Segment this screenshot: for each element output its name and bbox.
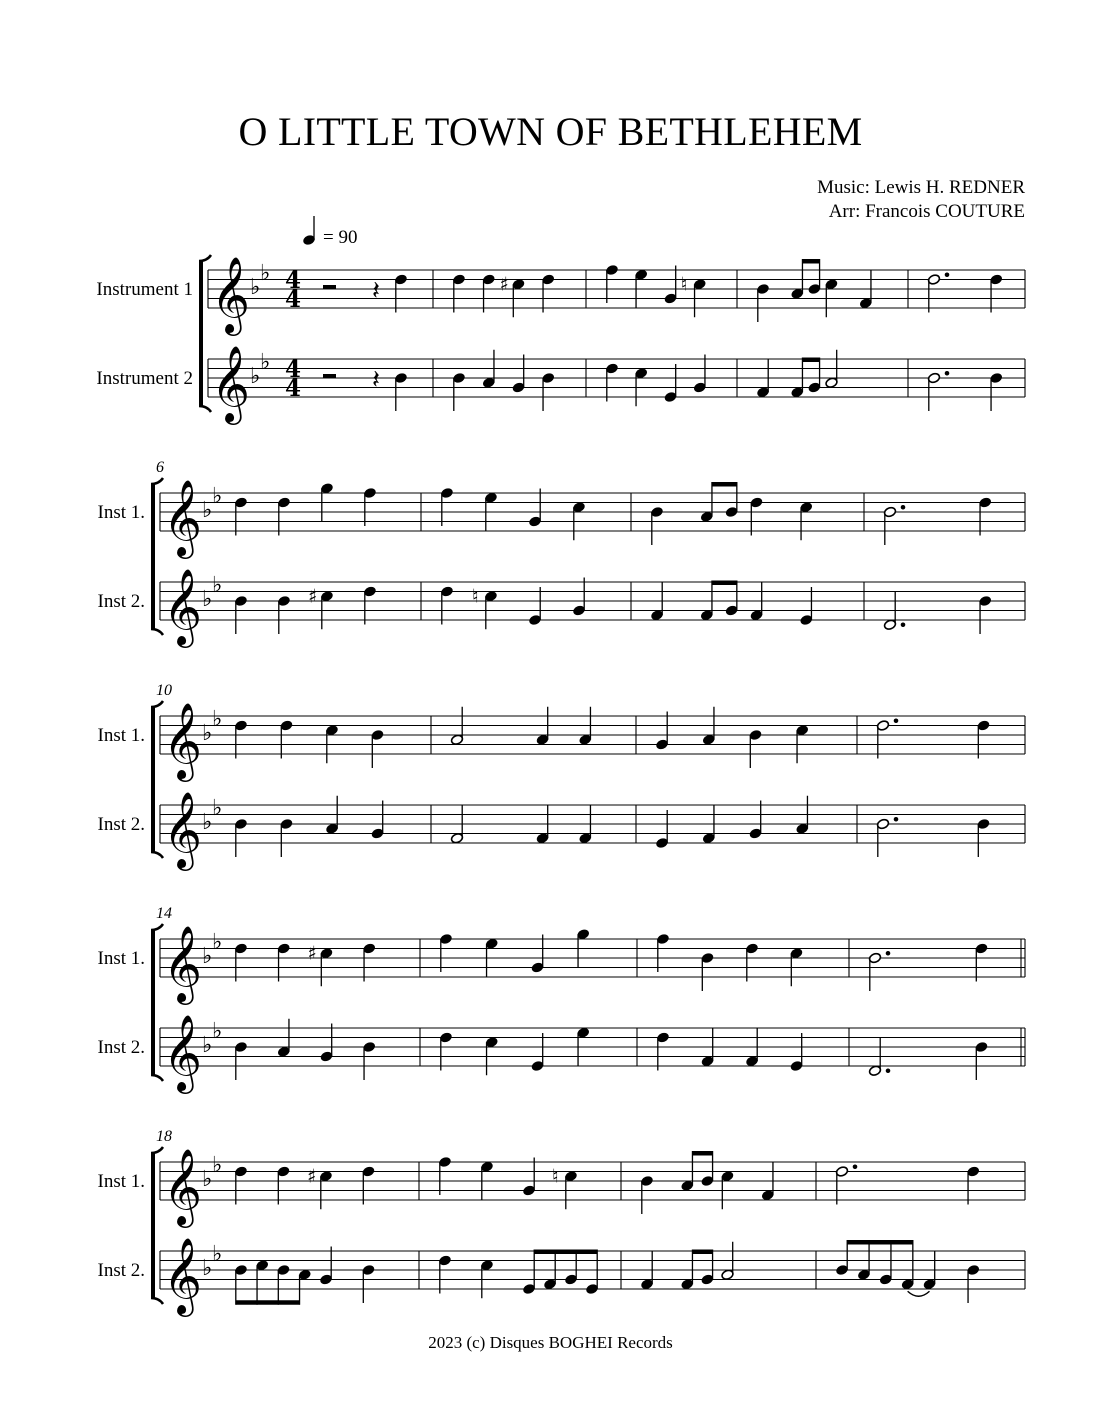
bracket-hook [151, 1147, 163, 1153]
key-flat-icon: ♭ [202, 587, 213, 612]
bracket-hook [151, 852, 163, 858]
treble-clef-icon: 𝄞 [163, 568, 203, 645]
treble-clef-icon: 𝄞 [163, 925, 203, 1002]
arranger-credit: Arr: Francois COUTURE [828, 201, 1025, 222]
copyright-footer: 2023 (c) Disques BOGHEI Records [428, 1333, 673, 1352]
key-flat-icon: ♭ [202, 810, 213, 835]
time-sig-numerator: 4 [285, 267, 302, 294]
augmentation-dot [886, 1068, 891, 1073]
system-bracket [151, 1153, 155, 1298]
bracket-hook [151, 629, 163, 635]
composer-credit: Music: Lewis H. REDNER [817, 177, 1025, 198]
sharp-icon: ♯ [307, 1165, 317, 1188]
key-flat-icon: ♭ [212, 483, 223, 509]
sharp-icon: ♯ [307, 942, 317, 965]
beam [802, 259, 819, 264]
treble-clef-icon: 𝄞 [163, 1148, 203, 1225]
key-flat-icon: ♭ [250, 275, 261, 300]
instrument-1-label: Inst 1. [97, 1171, 145, 1192]
bracket-hook [151, 1075, 163, 1081]
bracket-hook [199, 255, 211, 261]
key-flat-icon: ♭ [212, 706, 223, 732]
tempo-marking: = 90 [323, 227, 358, 248]
key-flat-icon: ♭ [202, 1167, 213, 1192]
tie [908, 1291, 930, 1296]
sharp-icon: ♯ [308, 585, 318, 608]
beam [802, 358, 819, 363]
instrument-1-label: Inst 1. [97, 725, 145, 746]
beam [692, 1250, 712, 1255]
augmentation-dot [886, 951, 891, 956]
key-flat-icon: ♭ [202, 498, 213, 523]
half-rest-icon [323, 374, 336, 379]
sharp-icon: ♯ [499, 273, 509, 296]
key-flat-icon: ♭ [260, 260, 271, 286]
quarter-rest-icon: 𝄽 [372, 365, 380, 395]
system-bracket [151, 484, 155, 629]
natural-icon: ♮ [552, 1165, 559, 1188]
beam [712, 581, 737, 586]
key-flat-icon: ♭ [260, 349, 271, 375]
instrument-2-label: Inst 2. [97, 1260, 145, 1281]
instrument-2-label: Instrument 2 [96, 368, 193, 389]
key-flat-icon: ♭ [212, 1152, 223, 1178]
key-flat-icon: ♭ [212, 1018, 223, 1044]
key-flat-icon: ♭ [202, 944, 213, 969]
augmentation-dot [945, 371, 950, 376]
system-bracket [151, 707, 155, 852]
time-sig-denominator: 4 [285, 375, 302, 402]
measure-number: 18 [156, 1128, 172, 1145]
measure-number: 14 [156, 905, 172, 922]
measure-number: 10 [156, 682, 172, 699]
treble-clef-icon: 𝄞 [163, 1237, 203, 1314]
beam [692, 1151, 712, 1156]
key-flat-icon: ♭ [202, 1256, 213, 1281]
instrument-1-label: Inst 1. [97, 948, 145, 969]
augmentation-dot [853, 1164, 858, 1169]
beam [236, 1300, 300, 1305]
key-flat-icon: ♭ [212, 795, 223, 821]
bracket-hook [151, 924, 163, 930]
augmentation-dot [945, 272, 950, 277]
key-flat-icon: ♭ [202, 721, 213, 746]
key-flat-icon: ♭ [212, 1241, 223, 1267]
quarter-rest-icon: 𝄽 [372, 276, 380, 306]
instrument-2-label: Inst 2. [97, 814, 145, 835]
treble-clef-icon: 𝄞 [163, 791, 203, 868]
augmentation-dot [901, 505, 906, 510]
instrument-1-label: Inst 1. [97, 502, 145, 523]
bracket-hook [151, 701, 163, 707]
bracket-hook [151, 478, 163, 484]
instrument-2-label: Inst 2. [97, 591, 145, 612]
treble-clef-icon: 𝄞 [211, 345, 251, 422]
system-bracket [199, 261, 203, 406]
bracket-hook [151, 1298, 163, 1304]
half-rest-icon [323, 285, 336, 290]
key-flat-icon: ♭ [212, 572, 223, 598]
beam [712, 482, 737, 487]
measure-number: 6 [156, 459, 164, 476]
treble-clef-icon: 𝄞 [211, 256, 251, 333]
instrument-2-label: Inst 2. [97, 1037, 145, 1058]
instrument-1-label: Instrument 1 [96, 279, 193, 300]
key-flat-icon: ♭ [212, 929, 223, 955]
treble-clef-icon: 𝄞 [163, 702, 203, 779]
augmentation-dot [894, 817, 899, 822]
system-bracket [151, 930, 155, 1075]
time-sig-denominator: 4 [285, 286, 302, 313]
augmentation-dot [901, 622, 906, 627]
key-flat-icon: ♭ [202, 1033, 213, 1058]
natural-icon: ♮ [472, 585, 479, 608]
beam [534, 1250, 597, 1255]
bracket-hook [199, 406, 211, 412]
natural-icon: ♮ [680, 273, 688, 296]
time-sig-numerator: 4 [285, 356, 302, 383]
treble-clef-icon: 𝄞 [163, 479, 203, 556]
beam [847, 1240, 913, 1245]
augmentation-dot [894, 718, 899, 723]
score-title: O LITTLE TOWN OF BETHLEHEM [238, 109, 863, 154]
key-flat-icon: ♭ [250, 364, 261, 389]
treble-clef-icon: 𝄞 [163, 1014, 203, 1091]
